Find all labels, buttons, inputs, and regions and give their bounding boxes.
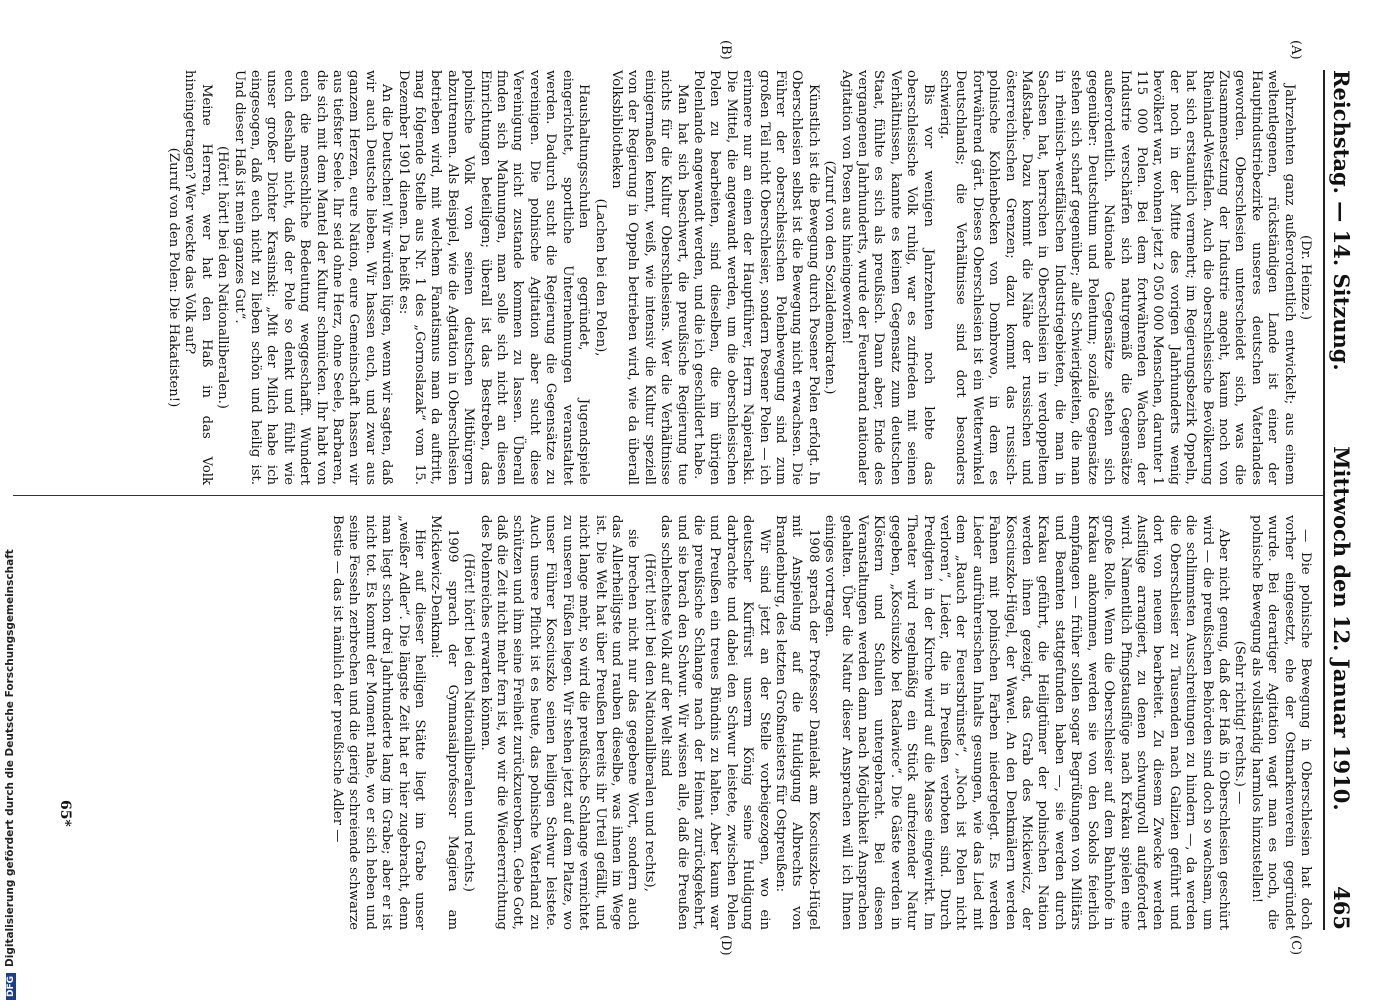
paragraph: sie brechen nicht nur das gegebene Wort, sondern auch das Allerheiligste und rauben dieselbe, was ihnen im Wege ist. Die Welt hat über Preußen bereits ihr Urteil gefällt, und nicht lange mehr, so wird die preußische Schlange vernichtet zu unseren Füßen liegen. Wir stehen jetzt auf dem Platze, wo unser Führer Kosciuszko seinen heiligen Schwur leistete. Auch unsere Pflicht ist es heute, das polnische Vaterland zu schützen und ihm seine Freiheit zurückzuerobern. Gebe Gott, daß die Zeit nicht mehr fern ist, wo wir die Wiedererrichtung des Polenreiches erwarten können. [477, 515, 641, 930]
left-text-column [165, 70, 1313, 485]
margin-mark-a: (A) [1288, 40, 1303, 60]
margin-mark-b: (B) [718, 40, 733, 60]
paragraph: — Die polnische Bewegung in Oberschlesien hat doch vorher eingesetzt, ehe der Ostmarkenverein gegründet wurde. Bei derartiger Agitation wagt man es noch, die polnische Bewegung als vollständig harmlos hinzustellen! [1248, 515, 1313, 930]
right-text-column [329, 515, 1313, 930]
paragraph: Künstlich ist die Bewegung durch Posener Polen erfolgt. In Oberschlesien selbst ist die Bewegung nicht erwachsen. Die Führer der oberschlesischen Polenbewegung sind zum großen Teil nicht Oberschlesier, sondern Posener Polen — ich erinnere nur an einen der Hauptführer, Herrn Napieralski. Die Mittel, die angewandt werden, um die oberschlesischen Polen zu bearbeiten, sind dieselben, die im übrigen Polenlande angewandt werden, und die ich geschildert habe. [690, 70, 821, 485]
dfg-logo: DFG [6, 973, 16, 1000]
paragraph: 1908 sprach der Professor Danielak am Kosciuszko-Hügel mit Anspielung auf die Huldigung Albrechts von Brandenburg, des letzten Großmeisters für Ostpreußen: [773, 515, 821, 930]
paragraph: (Sehr richtig! rechts.) — [1232, 640, 1248, 805]
paragraph: (Hört! hört! bei den Nationalliberalen.) [215, 146, 231, 409]
paragraph: Bis vor wenigen Jahrzehnten noch lebte das oberschlesische Volk ruhig, war es zufrieden mit seinen Verhältnissen, kannte es keinen Gegensatz zum deutschen Staat, fühlte es sich als preußisch. Dann aber, Ende des vergangenen Jahrhunderts, wurde der Feuerbrand nationaler Agitation von Posen aus hineingeworfen! [838, 70, 936, 485]
paragraph: (Hört! hört! bei den Nationalliberalen und rechts), [641, 553, 657, 892]
paragraph: An die Deutschen! Wir würden lügen, wenn wir sagten, daß wir auch Deutsche lieben. Wir hassen euch, und zwar aus ganzem Herzen, eure Nation, eure Gemeinschaft hassen wir aus tiefster Seele. Ihr seid ohne Herz, ohne Seele, Barbaren, die sich mit dem Mantel der Kultur schmücken. Ihr habt von euch die menschliche Bedeutung weggeschafft. Wundert euch deshalb nicht, daß der Pole so denkt und fühlt wie unser großer Dichter Krasinski: „Mit der Milch habe ich eingesogen, daß euch nicht zu lieben schön und heilig ist. Und dieser Haß ist mein ganzes Gut“. [231, 70, 395, 485]
page-header [1323, 70, 1363, 930]
paragraph: Meine Herren, wer hat den Haß in das Volk hineingetragen? Wer weckte das Volk auf? [182, 70, 214, 485]
paragraph: Man hat sich beschwert, die preußische Regierung tue nichts für die Kultur Oberschlesiens. Wer die Verhältnisse einigermaßen kennt, weiß, wie intensiv die Kultur speziell von der Regierung in Oppeln betrieben wird, wie da überall Volksbibliotheken [608, 70, 690, 485]
paragraph: 1909 sprach der Gymnasialprofessor Magiera am Mickiewicz-Denkmal: [428, 515, 460, 930]
paragraph: Hier auf dieser heiligen Stätte liegt im Grabe unser „weißer Adler“. Die längste Zeit hat er hier zugebracht, denn man liegt schon drei Jahrhunderte lang im Grabe; aber er ist nicht tot. Es kommt der Moment nahe, wo er sich heben und seine Fesseln zerbrechen und die gierig schreiende schwarze Bestie — das ist nämlich der preußische Adler — [330, 515, 428, 930]
margin-mark-d: (D) [718, 935, 733, 956]
footer-mark: 65* [57, 800, 73, 827]
column-divider [13, 495, 1323, 496]
header-left: Reichstag. — 14. Sitzung. [1329, 70, 1354, 371]
paragraph: Aber nicht genug, daß der Haß in Oberschlesien geschürt wird — die preußischen Behörden sind doch so wachsam, um die schlimmsten Ausschreitungen zu hindern —, da werden die Oberschlesier zu Tausenden nach Galizien geführt und dort von neuem bearbeitet. Zu diesem Zwecke werden Ausflüge arrangiert, zu denen schwungvoll aufgefordert wird. Namentlich Pfingstausflüge nach Krakau spielen eine große Rolle. Wenn die Oberschlesier auf dem Bahnhofe in Krakau ankommen, werden sie von den Sokols feierlich empfangen — früher sollen sogar Begrüßungen von Militärs und Beamten stattgefunden haben —, sie werden durch Krakau geführt, die Heiligtümer der polnischen Nation werden ihnen gezeigt, das Grab des Mickiewicz, der Kosciuszko-Hügel, der Wawel. An den Denkmälern werden Fahnen mit polnischen Farben niedergelegt. Es werden Lieder aufrührerischen Inhalts gesungen, wie das Lied mit dem „Rauch der Feuersbrünste“, „Noch ist Polen nicht verloren“, Lieder, die in Preußen verboten sind. Durch Predigten in der Kirche wird auf die Masse eingewirkt. Im Theater wird regelmäßig ein Stück aufreizender Natur gegeben, „Kosciuszko bei Raclawice“. Die Gäste werden in Klöstern und Schulen untergebracht. Bei diesen Veranstaltungen werden dann nach Möglichkeit Ansprachen gehalten. Über die Natur dieser Ansprachen will ich Ihnen einiges vortragen. [822, 515, 1231, 930]
paragraph: (Zuruf von den Sozialdemokraten.) [822, 160, 838, 395]
credit-text: Digitalisierung gefördert durch die Deutsche Forschungsgemeinschaft [4, 549, 16, 967]
page-number: 465 [1329, 886, 1354, 930]
margin-mark-c: (C) [1288, 935, 1303, 956]
paragraph: (Lachen bei den Polen), [592, 198, 608, 357]
paragraph: (Dr. Heinze.) [1298, 234, 1313, 321]
paragraph: (Hört! hört! bei den Nationalliberalen und rechts.) [461, 553, 477, 892]
paragraph: (Zuruf von den Polen: Die Hakatisten!) [165, 147, 181, 408]
paragraph: Haushaltungsschulen gegründet, Jugendspiele eingerichtet, sportliche Unternehmungen veranstaltet werden. Dadurch sucht die Regierung die Gegensätze zu vereinigen. Die polnische Agitation aber sucht diese Vereinigung nicht zustande kommen zu lassen. Überall finden sich Mahnungen, man solle sich nicht an diesen Einrichtungen beteiligen; überall ist das Bestreben, das polnische Volk von seinen deutschen Mitbürgern abzutrennen. Als Beispiel, wie die Agitation in Oberschlesien betrieben wird, mit welchem Fanatismus man da auftritt, mag folgende Stelle aus Nr. 1 des „Gornoslazak“ vom 15. Dezember 1901 dienen. Da heißt es: [395, 70, 592, 485]
header-right: Mittwoch den 12. Januar 1910. [1329, 446, 1354, 811]
paragraph: Wir sind jetzt an der Stelle vorbeigezogen, wo ein deutscher Kurfürst unserm König seine Huldigung darbrachte und dabei den Schwur leistete, zwischen Polen und Preußen ein treues Bündnis zu halten. Aber kaum war die preußische Schlange nach der Heimat zurückgekehrt, und sie brach den Schwur. Wir wissen alle, daß die Preußen das schlechteste Volk auf der Welt sind [658, 515, 772, 930]
paragraph: Jahrzehnten ganz außerordentlich entwickelt; aus einem weltentlegenen, rückständigen Lande ist einer der Hauptindustriebezirke unseres deutschen Vaterlandes geworden. Oberschlesien unterscheidet sich, was die Zusammensetzung der Industrie angeht, kaum noch von Rheinland-Westfalen. Auch die oberschlesische Bevölkerung hat sich erstaunlich vermehrt; im Regierungsbezirk Oppeln, der noch in der Mitte des vorigen Jahrhunderts wenig bevölkert war, wohnen jetzt 2 050 000 Menschen, darunter 1 115 000 Polen. Bei dem fortwährenden Wachsen der Industrie verschärfen sich naturgemäß die Gegensätze außerordentlich. Nationale Gegensätze stehen sich gegenüber: Deutschtum und Polentum; soziale Gegensätze stehen sich scharf gegenüber; alle Schwierigkeiten, die man in rheinisch-westfälischen Industriegebieten, die man in Sachsen hat, herrschen in Oberschlesien in verdoppeltem Maßstabe. Dazu kommt die Nähe der russischen und österreichischen Grenzen; dazu kommt das russisch-polnische Kohlenbecken von Dombrowo, in dem es fortwährend gärt. Dieses Oberschlesien ist ein Wetterwinkel Deutschlands; die Verhältnisse sind dort besonders schwierig. [937, 70, 1297, 485]
digitization-credit [4, 0, 16, 1000]
